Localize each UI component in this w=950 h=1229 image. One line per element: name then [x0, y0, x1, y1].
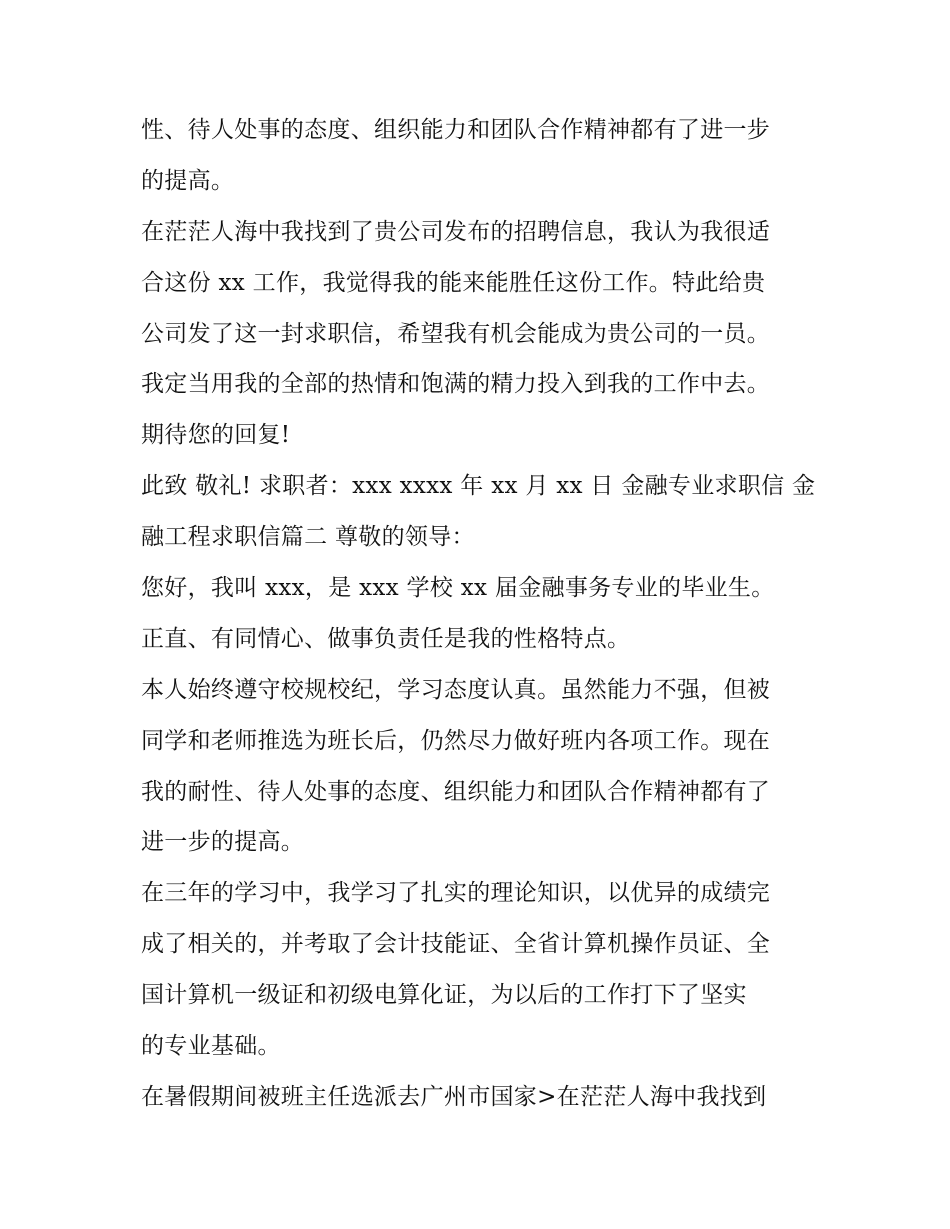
text-line: 的提高。	[141, 167, 235, 194]
text-line: 成了相关的，并考取了会计技能证、全省计算机操作员证、全	[141, 931, 771, 958]
text-line: 在三年的学习中，我学习了扎实的理论知识，以优异的成绩完	[141, 880, 771, 907]
text-line: 期待您的回复!	[141, 422, 291, 449]
text-line: 同学和老师推选为班长后，仍然尽力做好班内各项工作。现在	[141, 727, 771, 754]
text-line: 性、待人处事的态度、组织能力和团队合作精神都有了进一步	[141, 117, 771, 143]
text-line: 的专业基础。	[141, 1033, 281, 1060]
text-line: 我的耐性、待人处事的态度、组织能力和团队合作精神都有了	[141, 778, 771, 805]
text-line: 公司发了这一封求职信，希望我有机会能成为贵公司的一员。	[141, 320, 771, 347]
text-line: 您好，我叫 xxx，是 xxx 学校 xx 届金融事务专业的毕业生。	[141, 575, 775, 602]
text-line: 本人始终遵守校规校纪，学习态度认真。虽然能力不强，但被	[141, 676, 771, 703]
text-line: 在暑假期间被班主任选派去广州市国家>在茫茫人海中我找到	[141, 1083, 767, 1110]
text-line: 国计算机一级证和初级电算化证，为以后的工作打下了坚实	[141, 982, 747, 1009]
letter-body	[141, 105, 821, 1123]
text-line: 融工程求职信篇二 尊敬的领导：	[141, 524, 475, 551]
text-line: 进一步的提高。	[141, 829, 305, 856]
text-line: 正直、有同情心、做事负责任是我的性格特点。	[141, 625, 631, 652]
text-line: 我定当用我的全部的热情和饱满的精力投入到我的工作中去。	[141, 371, 771, 398]
text-line: 合这份 xx 工作，我觉得我的能来能胜任这份工作。特此给贵	[141, 269, 766, 296]
text-line: 此致 敬礼! 求职者：xxx xxxx 年 xx 月 xx 日 金融专业求职信 金	[141, 473, 816, 500]
text-line: 在茫茫人海中我找到了贵公司发布的招聘信息，我认为我很适	[141, 218, 771, 245]
